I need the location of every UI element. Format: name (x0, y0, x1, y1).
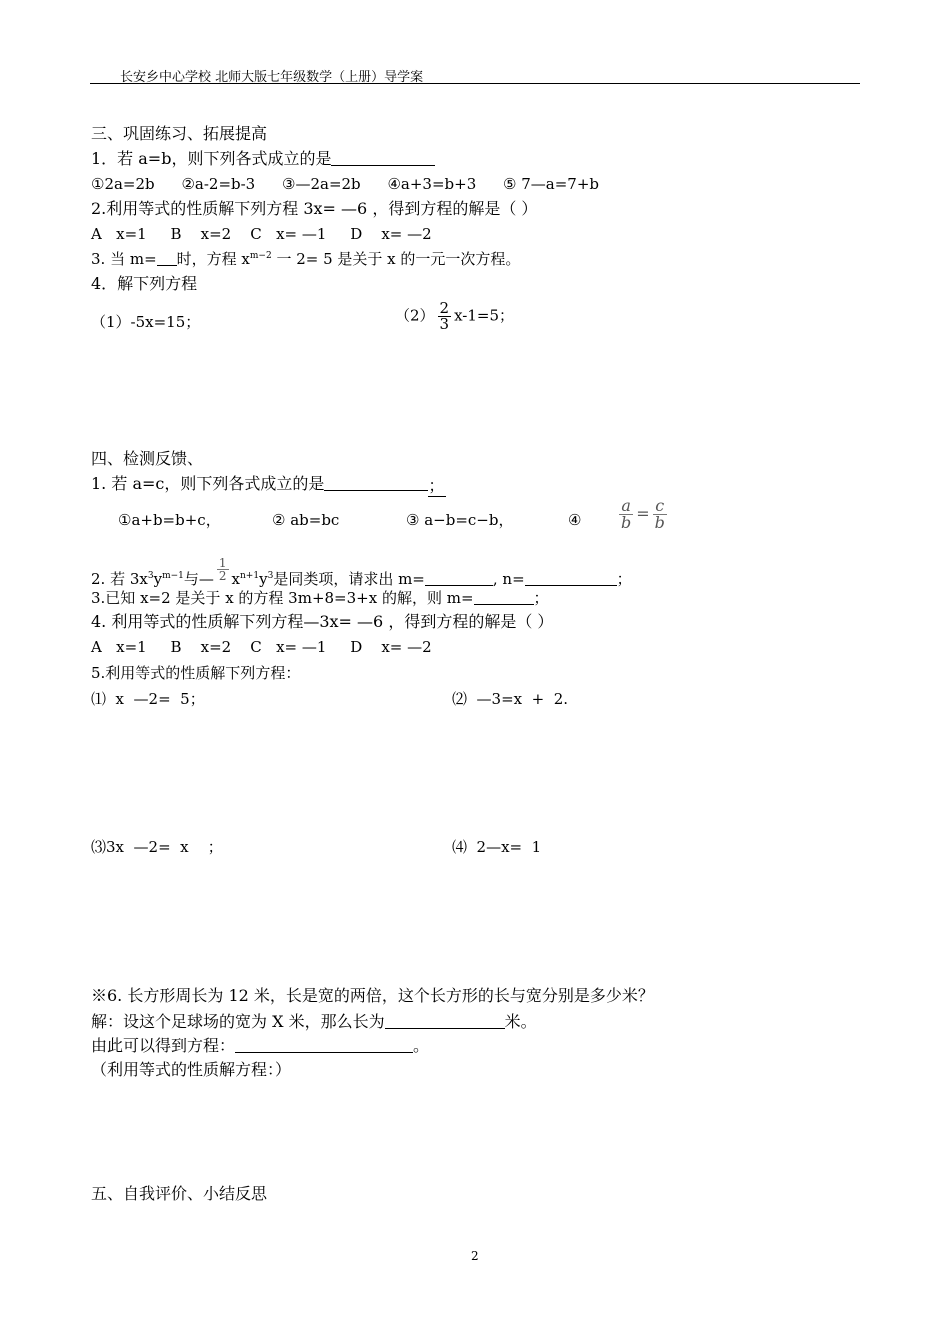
q6-instruction: （利用等式的性质解方程：） (91, 1060, 292, 1079)
s4-q4-options: A x=1 B x=2 C x= —1 D x= —2 (91, 638, 432, 656)
s4-q1-end: ； (428, 476, 445, 495)
s3-q1-option-5: ⑤ 7—a=7+b (503, 175, 600, 193)
q6-solution-text: 解：设这个足球场的宽为 X 米，那么长为 (91, 1012, 385, 1031)
exponent: 3 (267, 571, 274, 581)
s4-q2-text-h: ； (616, 570, 632, 588)
exponent: n+1 (240, 571, 260, 581)
s4-q3-answer-blank (474, 589, 534, 605)
s4-q1-answer-blank (324, 475, 428, 491)
s4-q2-m-blank (425, 570, 493, 586)
s4-q5-part-3: ⑶3x —2= x ； (91, 838, 223, 856)
s4-question-3 (91, 588, 549, 608)
s3-q1-option-3: ③—2a=2b (282, 175, 361, 193)
s4-q3-text: 3.已知 x=2 是关于 x 的方程 3m+8=3+x 的解，则 m= (91, 589, 474, 607)
s3-q4-2-label: （2） (395, 306, 435, 325)
section-4-title: 四、检测反馈、 (91, 449, 204, 468)
exponent: 3 (147, 571, 154, 581)
s3-question-2: 2.利用等式的性质解下列方程 3x= —6 ，得到方程的解是（ ） (91, 199, 538, 218)
s3-question-4: 4．解下列方程 (91, 274, 198, 293)
q6-unit: 米。 (504, 1012, 537, 1031)
s3-q3-exponent: m−2 (249, 251, 272, 261)
s3-q3-text-c: 一 2= 5 是关于 x 的一元一次方程。 (271, 250, 521, 268)
s4-q2-text-f: 是同类项，请求出 m= (273, 570, 425, 588)
s4-q1-option-4: ④ (568, 511, 582, 529)
s4-q1-text: 1. 若 a=c，则下列各式成立的是 (91, 474, 325, 493)
s4-q2-text-d: x (231, 570, 241, 588)
section-3-title: 三、巩固练习、拓展提高 (91, 124, 268, 143)
s4-q1-fraction-equation (616, 498, 670, 531)
s4-q5-part-2: ⑵ —3=x + 2. (452, 690, 569, 708)
s4-q2-text-e: y (259, 570, 268, 588)
s3-q4-part-1: （1）-5x=15； (91, 313, 201, 331)
s4-q5-part-1: ⑴ x —2= 5； (91, 690, 205, 708)
fraction-one-half: $\frac{1}{2}$ (218, 556, 227, 583)
s4-question-1 (91, 474, 446, 497)
section-5-title: 五、自我评价、小结反思 (91, 1184, 268, 1203)
q6-length-blank (385, 1013, 505, 1029)
page-number: 2 (471, 1249, 479, 1263)
s4-question-4: 4. 利用等式的性质解下列方程—3x= —6 ，得到方程的解是（ ） (91, 612, 554, 631)
s3-q3-text-b: 时，方程 x (176, 250, 250, 268)
page-header: 长安乡中心学校 北师大版七年级数学（上册）导学案 (120, 70, 424, 85)
q6-period: 。 (413, 1036, 430, 1055)
s3-q1-option-4: ④a+3=b+3 (387, 175, 477, 193)
s4-q1-option-3: ③ a−b=c−b， (406, 511, 514, 529)
s4-q2-n-blank (525, 570, 617, 586)
s3-q4-2-equation: x-1=5； (454, 306, 515, 325)
exponent: m−1 (162, 571, 184, 581)
s3-q3-text-a: 3. 当 m= (91, 250, 157, 268)
q6-solution-line (91, 1012, 537, 1032)
s4-q2-text-g: , n= (492, 570, 525, 588)
fraction-a-over-b: $\frac{a}{b}$ (621, 496, 632, 532)
s4-q3-end: ； (533, 589, 549, 607)
q6-equation-text: 由此可以得到方程： (91, 1036, 236, 1055)
s3-q1-option-1: ①2a=2b (91, 175, 155, 193)
header-rule (90, 83, 860, 84)
s3-q3-answer-blank (157, 250, 177, 266)
s4-q2-text-a: 2. 若 3x (91, 570, 148, 588)
s4-q5-part-4: ⑷ 2—x= 1 (452, 838, 542, 856)
q6-equation-blank (235, 1037, 413, 1053)
s3-question-3 (91, 249, 520, 269)
s3-q1-option-2: ②a-2=b-3 (181, 175, 256, 193)
s4-q1-option-1: ①a+b=b+c， (118, 511, 221, 529)
q6-equation-line (91, 1036, 429, 1056)
s4-q2-text-b: y (153, 570, 163, 588)
s4-question-2 (91, 557, 632, 589)
s4-question-5: 5.利用等式的性质解下列方程： (91, 664, 301, 682)
s3-q2-options: A x=1 B x=2 C x= —1 D x= —2 (91, 225, 432, 243)
fraction-two-thirds: $\frac{2}{3}$ (439, 299, 450, 333)
fraction-c-over-b: $\frac{c}{b}$ (654, 496, 665, 532)
s4-q2-text-c: 与— (183, 570, 214, 588)
s4-q1-option-2: ② ab=bc (272, 511, 340, 529)
s3-q4-part-2 (395, 301, 514, 332)
s3-q1-options (91, 174, 599, 194)
equals-sign: = (636, 504, 650, 523)
q6-problem: ※6. 长方形周长为 12 米，长是宽的两倍，这个长方形的长与宽分别是多少米？ (91, 986, 654, 1005)
s3-question-1 (91, 149, 435, 169)
s3-q1-text: 1．若 a=b，则下列各式成立的是 (91, 149, 332, 168)
s3-q1-answer-blank (331, 150, 435, 166)
